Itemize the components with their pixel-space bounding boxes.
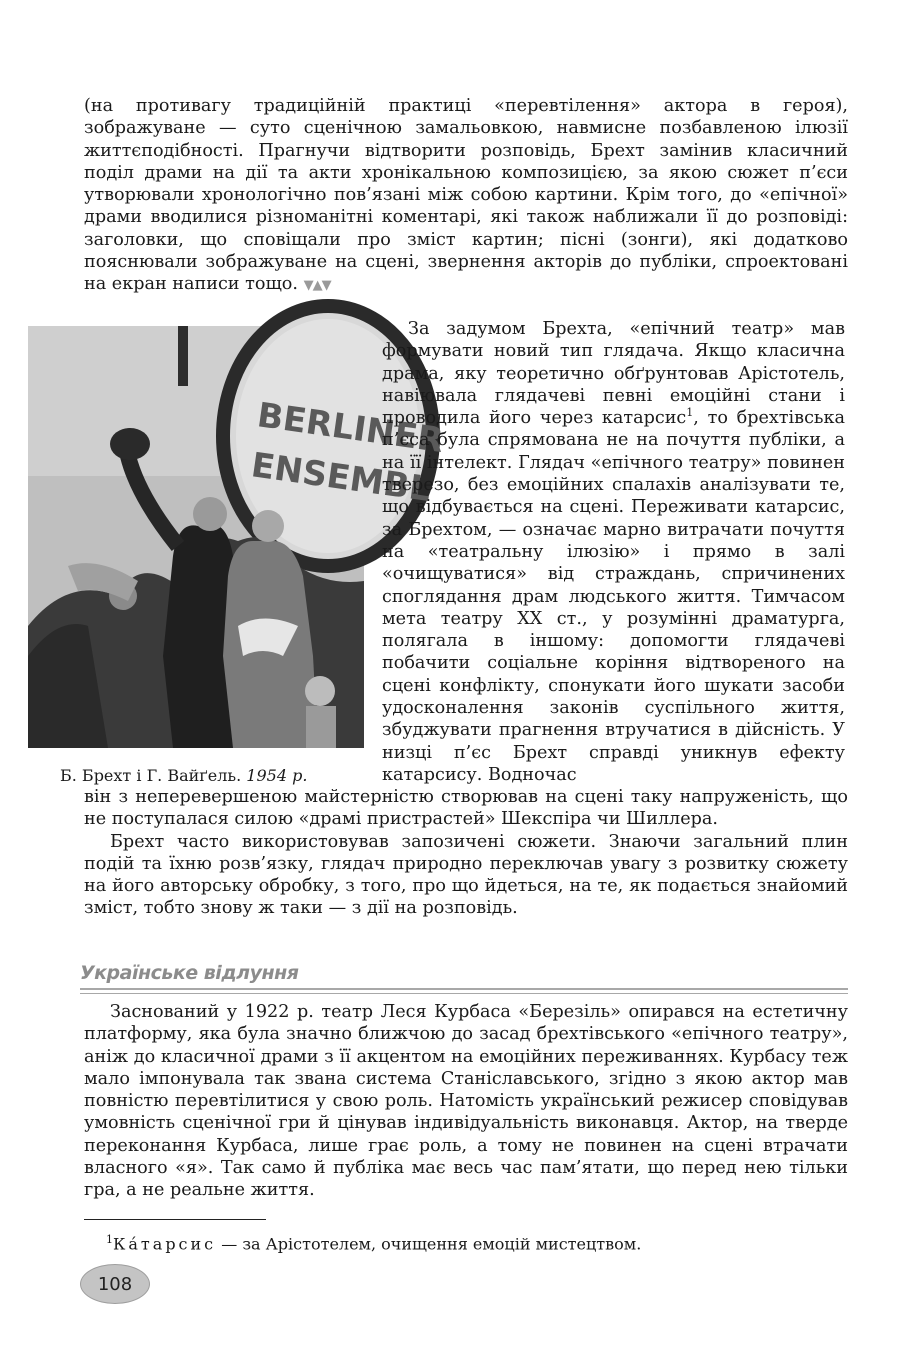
page-number-badge	[80, 1264, 150, 1304]
footnote-reference[interactable]: 1	[686, 406, 694, 420]
photo-caption	[60, 766, 360, 786]
photo-illustration	[28, 326, 446, 748]
continuation-line: він з неперевершеною майстерністю створював на сцені таку напруженість, що не поступалася силою «драмі пристрастей» Шекспіра чи Шиллера.	[84, 787, 848, 830]
heading-rule	[80, 988, 848, 990]
footnote-text: — за Арістотелем, очищення емоцій мистецтвом.	[216, 1234, 642, 1254]
intro-text: (на противагу традиційній практиці «перевтілення» актора в героя), зображуване — суто сценічною замальовкою, навмисне позбавленою ілюзії життєподібності. Прагнучи відтворити розповідь, Брехт замінив класичний поділ драми на дії та акти хронікальною композицією, за якою сюжет п’єси утворювали хронологічно пов’язані між собою картини. Крім того, до «епічної» драми вводилися різноманітні коментарі, які також наближали її до розповіді: заголовки, що сповіщали про зміст картин; пісні (зонги), які додатково пояснювали зображуване на сцені, звернення акторів до публіки, спроектовані на екран написи тощо.	[84, 96, 848, 295]
caption-names: Б. Брехт і Г. Вайґель.	[60, 766, 242, 785]
caption-year: 1954 р.	[246, 766, 308, 785]
brecht-plots-paragraph: Брехт часто використовував запозичені сюжети. Знаючи загальний плин подій та їхню розв’язку, глядач природно переключав увагу з розвитку сюжету на його авторську обробку, з того, про що йдеться, на те, як подається знайомий зміст, тобто знову ж таки — з дії на розповідь.	[84, 831, 848, 919]
intro-paragraph	[84, 95, 848, 298]
page-number: 108	[97, 1273, 133, 1295]
heading-rule-thin	[80, 993, 848, 994]
footnote-divider	[84, 1219, 266, 1220]
sign-text-2: ENSEMBL	[248, 445, 434, 511]
column-text-part2: , то брехтівська п’єса була спрямована не на почуття публіки, а на її інтелект. Глядач «епічного театру» повинен тверезо, без емоційних спалахів аналізувати те, що відбувається на сцені. Переживати катарсис, за Брехтом, — означає марно витрачати почуття на «театральну ілюзію» і прямо в залі «очищуватися» від страждань, спричинених споглядання драм людського життя. Тимчасом мета театру XX ст., у розумінні драматурга, полягала в іншому: допомогти глядачеві побачити соціальне коріння відтвореного на сцені конфлікту, спонукати його шукати засоби удосконалення законів суспільного життя, збуджувати прагнення втручатися в дійсність. У низці п’єс Брехт справді уникнув ефекту катарсису. Водночас	[382, 408, 845, 785]
footnote-term: Ка́тарсис	[113, 1234, 217, 1254]
column-text-part1: За задумом Брехта, «епічний театр» мав формувати новий тип глядача. Якщо класична драма, яку теоретично обґрунтовав Арістотель, навіювала глядачеві певні емоційні стани і проводила його через катарсис	[382, 319, 845, 429]
brecht-weigel-photo	[28, 326, 446, 748]
sign-text-1: BERLINER	[254, 395, 446, 462]
footnote-mark: 1	[106, 1233, 113, 1246]
continuation-block	[84, 786, 848, 920]
section-end-marks-icon: ▼▲▼	[303, 278, 331, 294]
section-heading: Українське відлуння	[80, 962, 299, 984]
footnote	[106, 1230, 846, 1254]
kurbas-paragraph: Заснований у 1922 р. театр Леся Курбаса «Березіль» опирався на естетичну платформу, яка була значно ближчою до засад брехтівського «епічного театру», аніж до класичної драми з її акцентом на емоційних переживаннях. Курбасу теж мало імпонувала так звана система Станіславського, згідно з якою актор мав повністю перевтілитися у свою роль. Натомість український режисер сповідував умовність сценічної гри й цінував індивідуальність виконавця. Актор, на тверде переконання Курбаса, лише грає роль, а тому не повинен на сцені втрачати власного «я». Так само й публіка має весь час пам’ятати, що перед нею тільки гра, а не реальне життя.	[84, 1002, 848, 1201]
right-column-paragraph	[382, 318, 845, 786]
section-heading-block	[80, 962, 850, 994]
